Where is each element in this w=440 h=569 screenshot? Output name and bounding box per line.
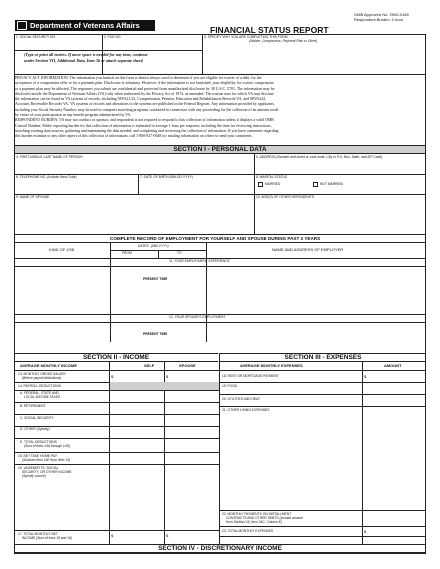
- omb-number: OMB Approved No. 2900-0165: [354, 12, 409, 17]
- section-2-header: SECTION II - INCOME: [14, 353, 218, 362]
- address-label: 5. ADDRESS (Number and street or rural route, City or P.O. Box, State, and ZIP Code): [256, 155, 383, 159]
- rent-dollar: $: [364, 374, 367, 379]
- respondent-burden: Respondent Burden: 1 hour: [354, 17, 404, 22]
- dob-label: 7. DATE OF BIRTH (MM-DD-YYYY): [140, 175, 193, 179]
- self-col-header: SELF: [144, 363, 155, 368]
- privacy-line: Accounts Receivable Records-VA. VA systems of records and alterations to the systems are published in the Federal Register. Any information provided by applicants,: [15, 102, 275, 107]
- spouse-name-label: 9. NAME OF SPOUSE: [16, 195, 50, 199]
- present-time-label: PRESENT TIME: [143, 277, 168, 281]
- burden-line: RESPONDENT BURDEN: VA may not conduct or sponsor, and respondent is not required to respond to this collection of information unless it displays a valid OMB: [15, 118, 274, 123]
- married-label: MARRIED: [265, 182, 281, 186]
- privacy-line: PRIVACY ACT INFORMATION: The information you furnish on this form is almost always used to determine if you are eligible for waiver of a debt, for the: [15, 76, 262, 80]
- income-col-header: AVERAGE MONTHLY INCOME: [20, 363, 78, 368]
- installment-label-2: CONTRACTS AND OTHER DEBTS (Include amount: [226, 516, 304, 520]
- other-living-label: 21. OTHER LIVING EXPENSES: [222, 408, 270, 412]
- burden-line: searching existing data sources, gathering and maintaining the data needed, and completing and reviewing the collection of information. If you have comments regarding: [15, 128, 279, 133]
- total-deductions-sublabel: (Sum of lines 14A through 14D): [24, 444, 71, 448]
- taxes-label-1: A. FEDERAL, STATE AND: [20, 391, 59, 395]
- va-benefits-label-1: 16. VA BENEFITS, SOCIAL: [18, 466, 59, 470]
- va-benefits-label-2: SECURITY, OR OTHER INCOME: [22, 470, 72, 474]
- total-self-dollar: $: [111, 533, 114, 538]
- your-employment-label: 11. YOUR EMPLOYMENT EXPERIENCE: [169, 259, 230, 263]
- form-border: [14, 34, 426, 554]
- total-net-income-sublabel: INCOME (Sum of lines 15 and 16): [22, 536, 73, 540]
- privacy-line: acceptance of a compromise offer or for a payment plan. Disclosure is voluntary. However, if the information is not furnished, your eligibility for waiver, compromise: [15, 81, 274, 86]
- not-married-label: NOT MARRIED: [320, 182, 344, 186]
- other-deductions-label: D. OTHER (Specify): [20, 427, 50, 431]
- name-label: 4. FIRST-MIDDLE-LAST NAME OF PERSON: [16, 155, 83, 159]
- privacy-line: disclosed outside the Department of Veterans Affairs (VA) only when authorized by the Privacy Act of 1974, as amended. The routine uses for which VA may disclose: [15, 91, 274, 96]
- specify-reason-sublabel: (Waiver, Compromise, Payment Plan or Other): [249, 39, 318, 43]
- marital-status-label: 8. MARITAL STATUS: [256, 175, 288, 179]
- amount-col-header: AMOUNT: [384, 363, 402, 368]
- total-net-income-label: 17. TOTAL MONTHLY NET: [18, 532, 58, 536]
- form-page: [14, 10, 426, 559]
- dates-header: DATES: [138, 244, 149, 248]
- ssn-field-label: 1. SOCIAL SECURITY NO.: [16, 35, 56, 39]
- privacy-line: by virtue of your participation in any benefit program administered by VA.: [15, 113, 132, 118]
- installment-label-1: 22. MONTHLY PAYMENTS ON INSTALLMENT: [222, 512, 292, 516]
- privacy-line: the information can be found in VA systems of records, including 58VA21/22, Compensation, Pension, Education and Rehabilitation Records-VA, and 88VA244,: [15, 97, 266, 102]
- burden-line: Control Number. Public reporting burden for this collection of information is estimated to average 1 hour per response, including the time for reviewing instructions,: [15, 123, 272, 128]
- total-spouse-dollar: $: [166, 533, 169, 538]
- section-1-header: SECTION I - PERSONAL DATA: [14, 145, 426, 154]
- gross-salary-sublabel: (Before payroll deductions): [22, 376, 62, 380]
- burden-line: this burden estimate or any other aspect of this collection of information, call 1-800-827-0648 for mailing information on where to send your comments.: [15, 134, 253, 139]
- file-no-label: 2. FILE NO.: [104, 35, 122, 39]
- specify-reason-label: 3. SPECIFY WHY YOU ARE COMPLETING THIS FORM: [204, 35, 288, 39]
- section-3-header: SECTION III - EXPENSES: [220, 353, 426, 362]
- gross-salary-label: 13. MONTHLY GROSS SALARY: [18, 372, 67, 376]
- section-4-header: SECTION IV - DISCRETIONARY INCOME: [14, 544, 426, 553]
- page-title: FINANCIAL STATUS REPORT: [210, 25, 329, 35]
- total-expenses-dollar: $: [364, 529, 367, 534]
- telephone-label: 6. TELEPHONE NO. (Include Area Code): [16, 175, 77, 179]
- to-header: TO: [177, 251, 182, 255]
- department-name: Department of Veterans Affairs: [30, 21, 140, 30]
- dependents-ages-label: 10. AGE(S) OF OTHER DEPENDENTS: [256, 195, 315, 199]
- kind-of-job-header: KIND OF JOB: [49, 247, 75, 252]
- employment-title: COMPLETE RECORD OF EMPLOYMENT FOR YOURSELF AND SPOUSE DURING PAST 2 YEARS: [110, 236, 321, 241]
- payroll-deductions-label: 14. PAYROLL DEDUCTIONS: [18, 384, 61, 388]
- dates-format: (MM-YYYY): [151, 244, 169, 248]
- installment-label-3: from Section VII, Item 34C, Column E): [226, 520, 283, 524]
- utilities-label: 20. UTILITIES AND HEAT: [222, 397, 261, 401]
- va-seal-icon: [17, 21, 27, 30]
- privacy-line: or a payment plan may be affected. The responses you submit are confidential and protected from unauthorized disclosure by 38 U.S.C. 5701. The information may be: [15, 86, 275, 91]
- total-expenses-label: 23. TOTAL MONTHLY EXPENSES: [222, 529, 274, 533]
- net-pay-sublabel: (Subtract Item 14E from Item 13): [22, 458, 71, 462]
- instruction-line-2: under Section VII, Additional Data, Item 36 or attach separate sheet): [24, 58, 144, 63]
- net-pay-label: 15. NET TAKE HOME PAY: [18, 454, 58, 458]
- privacy-line: including your Social Security Number, may be used in computer matching programs conducted in connection with any proceeding for the collection of an amount owed: [15, 107, 279, 112]
- taxes-label-2: LOCAL INCOME TAXES: [24, 395, 61, 399]
- expenses-col-header: AVERAGE MONTHLY EXPENSES: [240, 363, 303, 368]
- rent-label: 18. RENT OR MORTGAGE PAYMENT: [222, 374, 279, 378]
- gross-salary-spouse-dollar: $: [166, 374, 169, 379]
- social-security-label: C. SOCIAL SECURITY: [20, 416, 54, 420]
- spouse-col-header: SPOUSE: [179, 363, 196, 368]
- spouse-employment-label: 12. YOUR SPOUSE'S EMPLOYMENT: [169, 315, 226, 319]
- total-deductions-label: E. TOTAL DEDUCTIONS: [20, 440, 57, 444]
- retirement-label: B. RETIREMENT: [20, 404, 46, 408]
- food-label: 19. FOOD: [222, 384, 238, 388]
- instruction-line-1: (Type or print all entries. If more space is needed for any item, continue: [24, 52, 148, 57]
- from-header: FROM: [122, 251, 132, 255]
- present-time-label-spouse: PRESENT TIME: [143, 332, 168, 336]
- employer-header: NAME AND ADDRESS OF EMPLOYER: [272, 247, 344, 252]
- va-benefits-label-3: (Specify source): [22, 474, 46, 478]
- gross-salary-self-dollar: $: [111, 374, 114, 379]
